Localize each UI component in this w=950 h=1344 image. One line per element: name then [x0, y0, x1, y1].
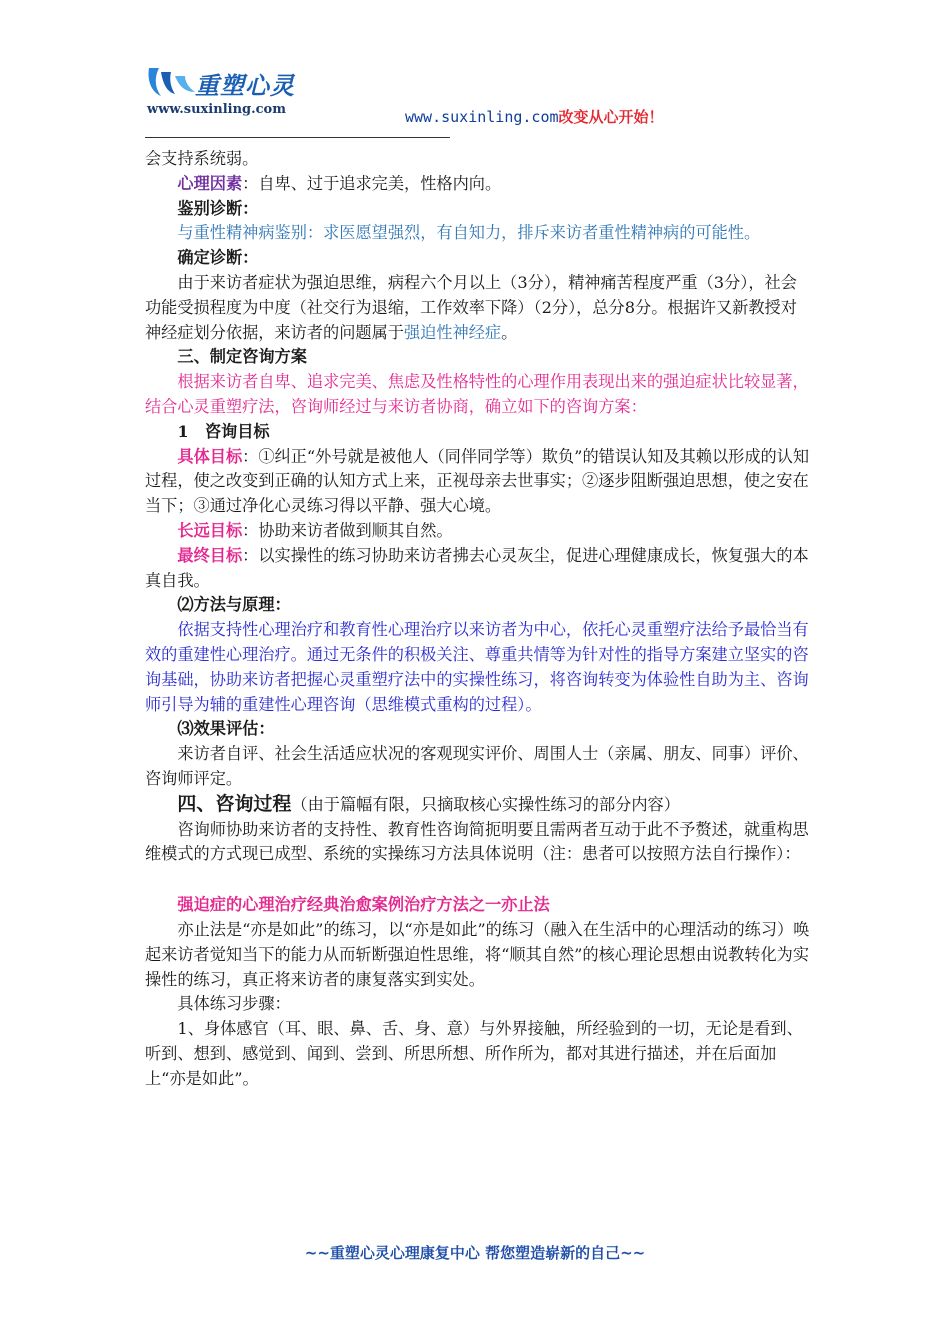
section-heading: 确定诊断： — [177, 248, 259, 268]
text: ：①纠正“外号就是被他人（同伴同学等）欺负”的错误认知及其赖以形成的认知过程，使之改变到正确的认知方式上来，正视母亲去世事实；②逐步阻断强迫思想，使之安在当下；③通过净化心灵练习得以平静、强大心境。 — [145, 446, 810, 516]
logo-text: 重塑心灵 — [195, 72, 295, 100]
section-heading: 三、制定咨询方案 — [177, 347, 307, 367]
paragraph: 来访者自评、社会生活适应状况的客观现实评价、周围人士（亲属、朋友、同事）评价、咨询师评定。 — [145, 744, 809, 788]
highlight: 强迫性神经症 — [404, 322, 502, 342]
heading-note: （由于篇幅有限，只摘取核心实操性练习的部分内容） — [291, 794, 680, 814]
page-footer: ~~重塑心灵心理康复中心 帮您塑造崭新的自己~~ — [304, 1244, 646, 1262]
section-heading — [145, 792, 810, 818]
spacer — [145, 867, 810, 893]
label: 长远目标 — [177, 520, 243, 540]
text: 。 — [501, 322, 518, 342]
section-heading: ⑵方法与原理： — [177, 595, 291, 615]
section-heading: 鉴别诊断： — [177, 198, 259, 218]
text: ：以实操性的练习协助来访者拂去心灵灰尘，促进心理健康成长，恢复强大的本真自我。 — [145, 545, 809, 590]
paragraph: 依据支持性心理治疗和教育性心理治疗以来访者为中心，依托心灵重塑疗法给予最恰当有效的重建性心理治疗。通过无条件的积极关注、尊重共情等为针对性的指导方案建立坚实的咨询基础，协助来访者把握心灵重塑疗法中的实操性练习，将咨询转变为体验性自助为主、咨询师引导为辅的重建性心理咨询（思维模式重构的过程）。 — [145, 620, 809, 714]
paragraph — [145, 271, 810, 345]
paragraph: 咨询师协助来访者的支持性、教育性咨询简扼明要且需两者互动于此不予赘述，就重构思维模式的方式现已成型、系统的实操练习方法具体说明（注：患者可以按照方法自行操作）： — [145, 819, 809, 864]
header-slogan: 改变从心开始！ — [558, 108, 664, 126]
paragraph: 具体练习步骤： — [177, 994, 291, 1014]
page-header — [0, 0, 950, 140]
paragraph — [145, 519, 810, 544]
text: ：自卑、过于追求完美，性格内向。 — [242, 173, 502, 193]
site-url-link[interactable]: www.suxinling.com — [405, 108, 559, 126]
paragraph: 与重性精神病鉴别：求医愿望强烈，有自知力，排斥来访者重性精神病的可能性。 — [177, 223, 761, 243]
label: 心理因素 — [177, 173, 243, 193]
logo-url: www.suxinling.com — [147, 102, 286, 117]
paragraph: 亦止法是“亦是如此”的练习，以“亦是如此”的练习（融入在生活中的心理活动的练习）唤起来访者觉知当下的能力从而斩断强迫性思维，将“顺其自然”的核心理论思想由说教转化为实操性的练习，真正将来访者的康复落实到实处。 — [145, 919, 810, 989]
subsection-heading: 强迫症的心理治疗经典治愈案例治疗方法之一亦止法 — [177, 895, 550, 915]
site-logo[interactable] — [145, 62, 345, 122]
heading-title: 四、咨询过程 — [177, 792, 292, 815]
paragraph: 根据来访者自卑、追求完美、焦虑及性格特性的心理作用表现出来的强迫症状比较显著，结合心灵重塑疗法，咨询师经过与来访者协商，确立如下的咨询方案： — [145, 372, 809, 416]
text: 由于来访者症状为强迫思维，病程六个月以上（3分），精神痛苦程度严重（3分），社会功能受损程度为中度（社交行为退缩，工作效率下降）（2分），总分8分。根据许又新教授对神经症划分依据，来访者的问题属于 — [145, 272, 797, 342]
section-heading: 1 咨询目标 — [177, 421, 270, 441]
paragraph — [145, 544, 810, 594]
header-divider — [145, 137, 450, 138]
paragraph — [145, 172, 810, 197]
label: 具体目标 — [177, 446, 243, 466]
section-heading: ⑶效果评估： — [177, 719, 275, 739]
header-tagline — [405, 106, 664, 127]
paragraph: 会支持系统弱。 — [145, 149, 259, 168]
text: ：协助来访者做到顺其自然。 — [242, 520, 453, 540]
label: 最终目标 — [177, 545, 243, 565]
paragraph: 1、身体感官（耳、眼、鼻、舌、身、意）与外界接触，所经验到的一切，无论是看到、听到、想到、感觉到、闻到、尝到、所思所想、所作所为，都对其进行描述，并在后面加上“亦是如此”。 — [145, 1019, 803, 1088]
document-body — [145, 147, 810, 1091]
paragraph — [145, 445, 810, 519]
logo-icon — [145, 62, 197, 102]
